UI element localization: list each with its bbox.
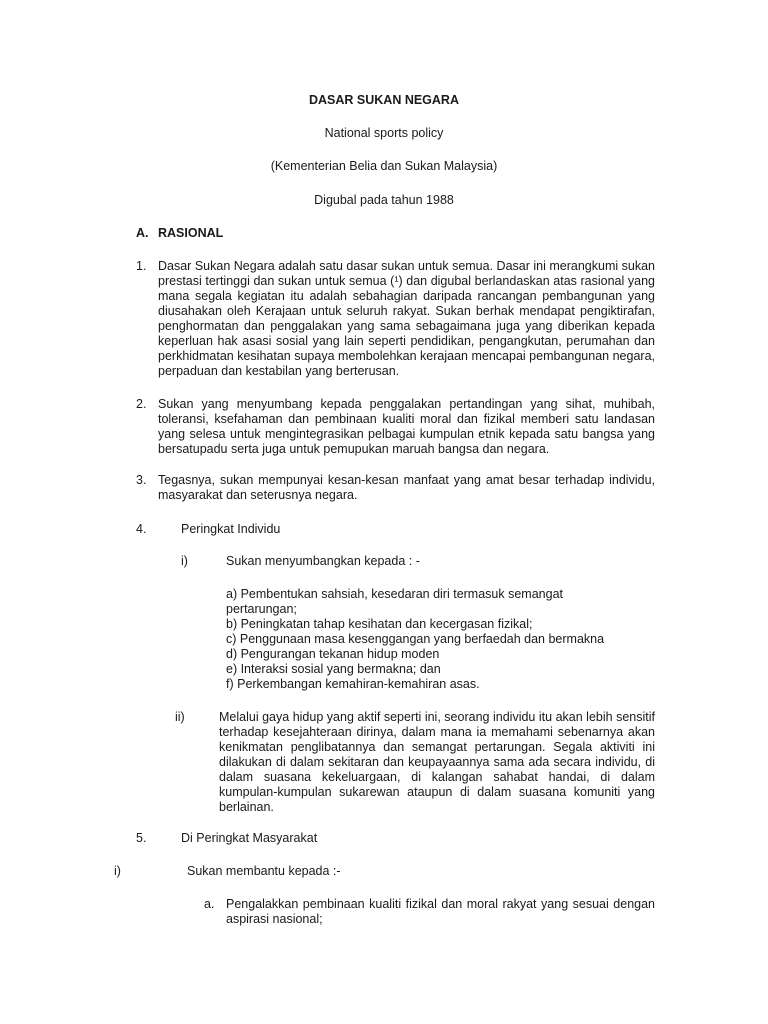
item-3-text: Tegasnya, sukan mempunyai kesan-kesan manfaat yang amat besar terhadap individu, masyarakat dan seterusnya negara. xyxy=(158,473,655,502)
masyarakat-sub-i-marker: i) xyxy=(114,864,121,878)
individu-list-item: a) Pembentukan sahsiah, kesedaran diri termasuk semangat xyxy=(226,587,563,601)
individu-list-item: c) Penggunaan masa kesenggangan yang berfaedah dan bermakna xyxy=(226,632,605,646)
item-5-heading: Di Peringkat Masyarakat xyxy=(181,831,318,845)
item-4-heading: Peringkat Individu xyxy=(181,522,281,536)
individu-list-item: e) Interaksi sosial yang bermakna; dan xyxy=(226,662,441,676)
item-1-number: 1. xyxy=(136,259,147,273)
individu-list-item: f) Perkembangan kemahiran-kemahiran asas. xyxy=(226,677,480,691)
item-2-number: 2. xyxy=(136,397,147,411)
item-4-number: 4. xyxy=(136,522,147,536)
document-subtitle: National sports policy xyxy=(324,126,444,140)
section-a-marker: A. xyxy=(136,226,149,240)
masyarakat-item-a-text: Pengalakkan pembinaan kualiti fizikal dan moral rakyat yang sesuai dengan aspirasi nasional; xyxy=(226,897,655,926)
item-3-number: 3. xyxy=(136,473,147,487)
individu-sub-i-text: Sukan menyumbangkan kepada : - xyxy=(226,554,420,568)
individu-sub-ii-marker: ii) xyxy=(175,710,185,724)
masyarakat-item-a-marker: a. xyxy=(204,897,215,911)
item-2-text: Sukan yang menyumbang kepada penggalakan pertandingan yang sihat, muhibah, toleransi, ksefahaman dan pembinaan kualiti moral dan fizikal memberi satu landasan yang selesa untuk mengintegrasikan pelbagai kumpulan etnik kepada satu bangsa yang bersatupadu serta juga untuk pemupukan maruah bangsa dan negara. xyxy=(158,397,655,456)
individu-sub-i-marker: i) xyxy=(181,554,188,568)
individu-list-item: pertarungan; xyxy=(226,602,297,616)
date-line: Digubal pada tahun 1988 xyxy=(314,193,454,207)
item-5-number: 5. xyxy=(136,831,147,845)
item-1-text: Dasar Sukan Negara adalah satu dasar sukan untuk semua. Dasar ini merangkumi sukan prestasi tertinggi dan sukan untuk semua (¹) dan digubal berlandaskan atas rasional yang mana segala kegiatan itu adalah sebahagian daripada rancangan pembangunan yang diusahakan oleh Kerajaan untuk seluruh rakyat. Sukan berhak mendapat pengiktirafan, penghormatan dan penggalakan yang sama sebagaimana juga yang diberikan kepada keperluan hak asasi sosial yang lain seperti pendidikan, pengangkutan, perumahan dan perkhidmatan kesihatan supaya membolehkan kerajaan mencapai pembangunan negara, perpaduan dan kestabilan yang berterusan. xyxy=(158,259,655,378)
document-title: DASAR SUKAN NEGARA xyxy=(308,93,459,107)
ministry-line: (Kementerian Belia dan Sukan Malaysia) xyxy=(270,159,498,173)
individu-list-item: d) Pengurangan tekanan hidup moden xyxy=(226,647,440,661)
individu-list-item: b) Peningkatan tahap kesihatan dan kecergasan fizikal; xyxy=(226,617,533,631)
masyarakat-sub-i-text: Sukan membantu kepada :- xyxy=(187,864,341,878)
section-a-heading: RASIONAL xyxy=(158,226,224,240)
individu-sub-ii-text: Melalui gaya hidup yang aktif seperti ini, seorang individu itu akan lebih sensitif terhadap kesejahteraan dirinya, dalam mana ia memahami sebenarnya akan kenikmatan penglibatannya dan semangat pertarungan. Segala aktiviti ini dilakukan di dalam sekitaran dan keupayaannya sama ada secara individu, di dalam suasana kekeluargaan, di kalangan sahabat handai, di dalam kumpulan-kumpulan sukarewan ataupun di dalam suasana komuniti yang berlainan. xyxy=(219,710,655,814)
